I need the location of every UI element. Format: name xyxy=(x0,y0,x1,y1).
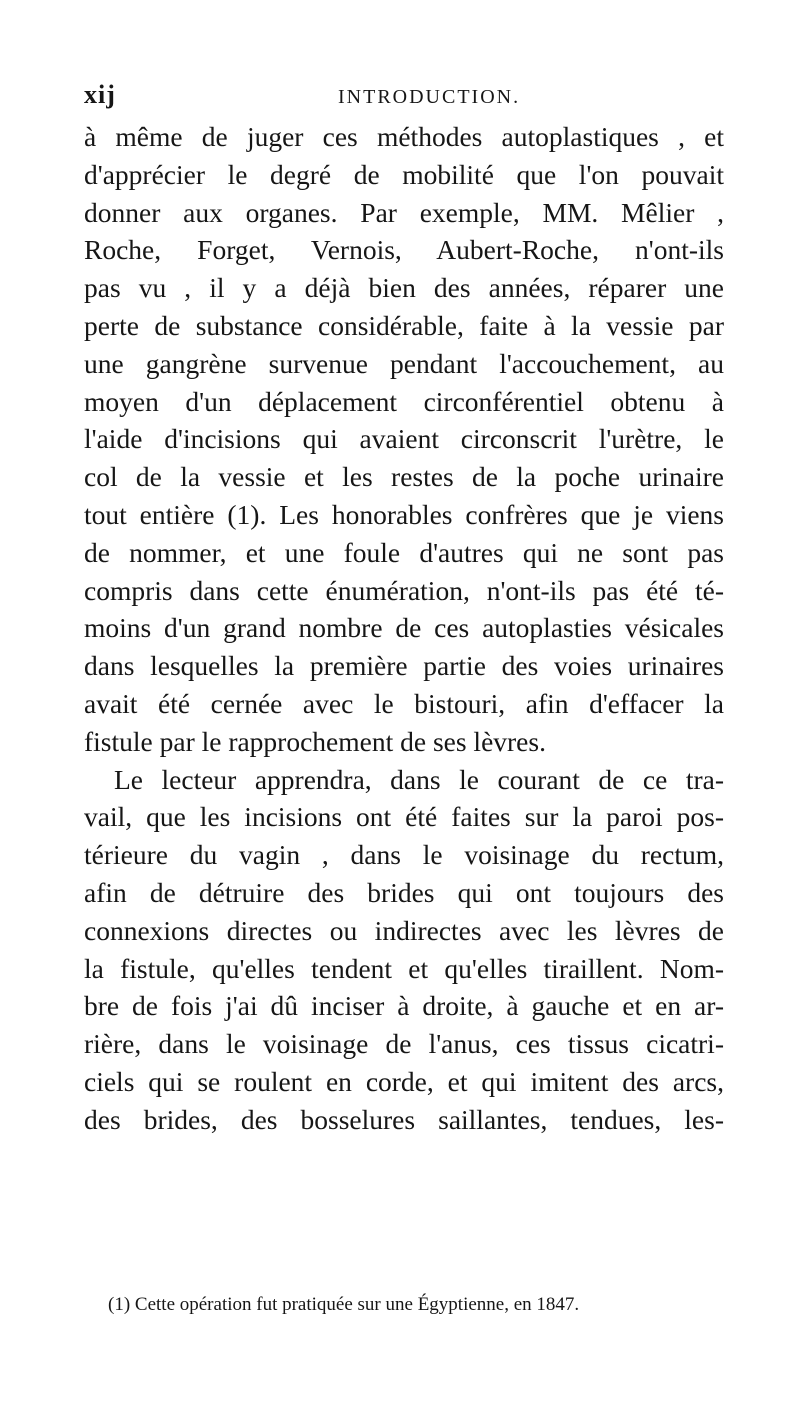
text-line: à même de juger ces méthodes autoplastiques , et xyxy=(84,121,724,152)
text-line: pas vu , il y a déjà bien des années, réparer une xyxy=(84,272,724,304)
text-line: dans lesquelles la première partie des voies urinaires xyxy=(84,650,724,682)
text-line: l'aide d'incisions qui avaient circonscrit l'urètre, le xyxy=(84,423,724,455)
text-line: moins d'un grand nombre de ces autoplasties vésicales xyxy=(84,612,724,644)
footnote: (1) Cette opération fut pratiquée sur une Égyptienne, en 1847. xyxy=(108,1294,580,1315)
text-line: Roche, Forget, Vernois, Aubert-Roche, n'ont-ils xyxy=(84,234,724,266)
text-line: avait été cernée avec le bistouri, afin d'effacer la xyxy=(84,687,724,719)
text-line: de nommer, et une foule d'autres qui ne sont pas xyxy=(84,536,724,568)
running-head: INTRODUCTION. xyxy=(338,86,521,108)
text-line: ciels qui se roulent en corde, et qui imitent des arcs, xyxy=(84,1065,724,1097)
text-line: donner aux organes. Par exemple, MM. Mêlier , xyxy=(84,196,724,228)
paragraph-start-line: Le lecteur apprendra, dans le courant de ce tra- xyxy=(114,763,724,795)
text-line: vail, que les incisions ont été faites sur la paroi pos- xyxy=(84,801,724,833)
text-line: tout entière (1). Les honorables confrères que je viens xyxy=(84,498,724,530)
text-line: une gangrène survenue pendant l'accouchement, au xyxy=(84,347,724,379)
text-line: compris dans cette énumération, n'ont-ils pas été té- xyxy=(84,574,724,606)
text-line: moyen d'un déplacement circonférentiel obtenu à xyxy=(84,385,724,417)
page-header xyxy=(84,80,724,116)
text-line: la fistule, qu'elles tendent et qu'elles tiraillent. Nom- xyxy=(84,952,724,984)
text-line: des brides, des bosselures saillantes, tendues, les- xyxy=(84,1103,724,1135)
text-line: connexions directes ou indirectes avec les lèvres de xyxy=(84,914,724,946)
text-line: rière, dans le voisinage de l'anus, ces tissus cicatri- xyxy=(84,1028,724,1060)
text-line: perte de substance considérable, faite à la vessie par xyxy=(84,309,724,341)
text-line: col de la vessie et les restes de la poche urinaire xyxy=(84,461,724,493)
page-number: xij xyxy=(84,80,116,109)
text-line: bre de fois j'ai dû inciser à droite, à gauche et en ar- xyxy=(84,990,724,1022)
paragraph-end-line: fistule par le rapprochement de ses lèvres. xyxy=(84,725,546,757)
body-text xyxy=(84,118,724,1139)
text-line: afin de détruire des brides qui ont toujours des xyxy=(84,876,724,908)
text-line: d'apprécier le degré de mobilité que l'on pouvait xyxy=(84,158,724,190)
text-line: térieure du vagin , dans le voisinage du rectum, xyxy=(84,839,724,871)
